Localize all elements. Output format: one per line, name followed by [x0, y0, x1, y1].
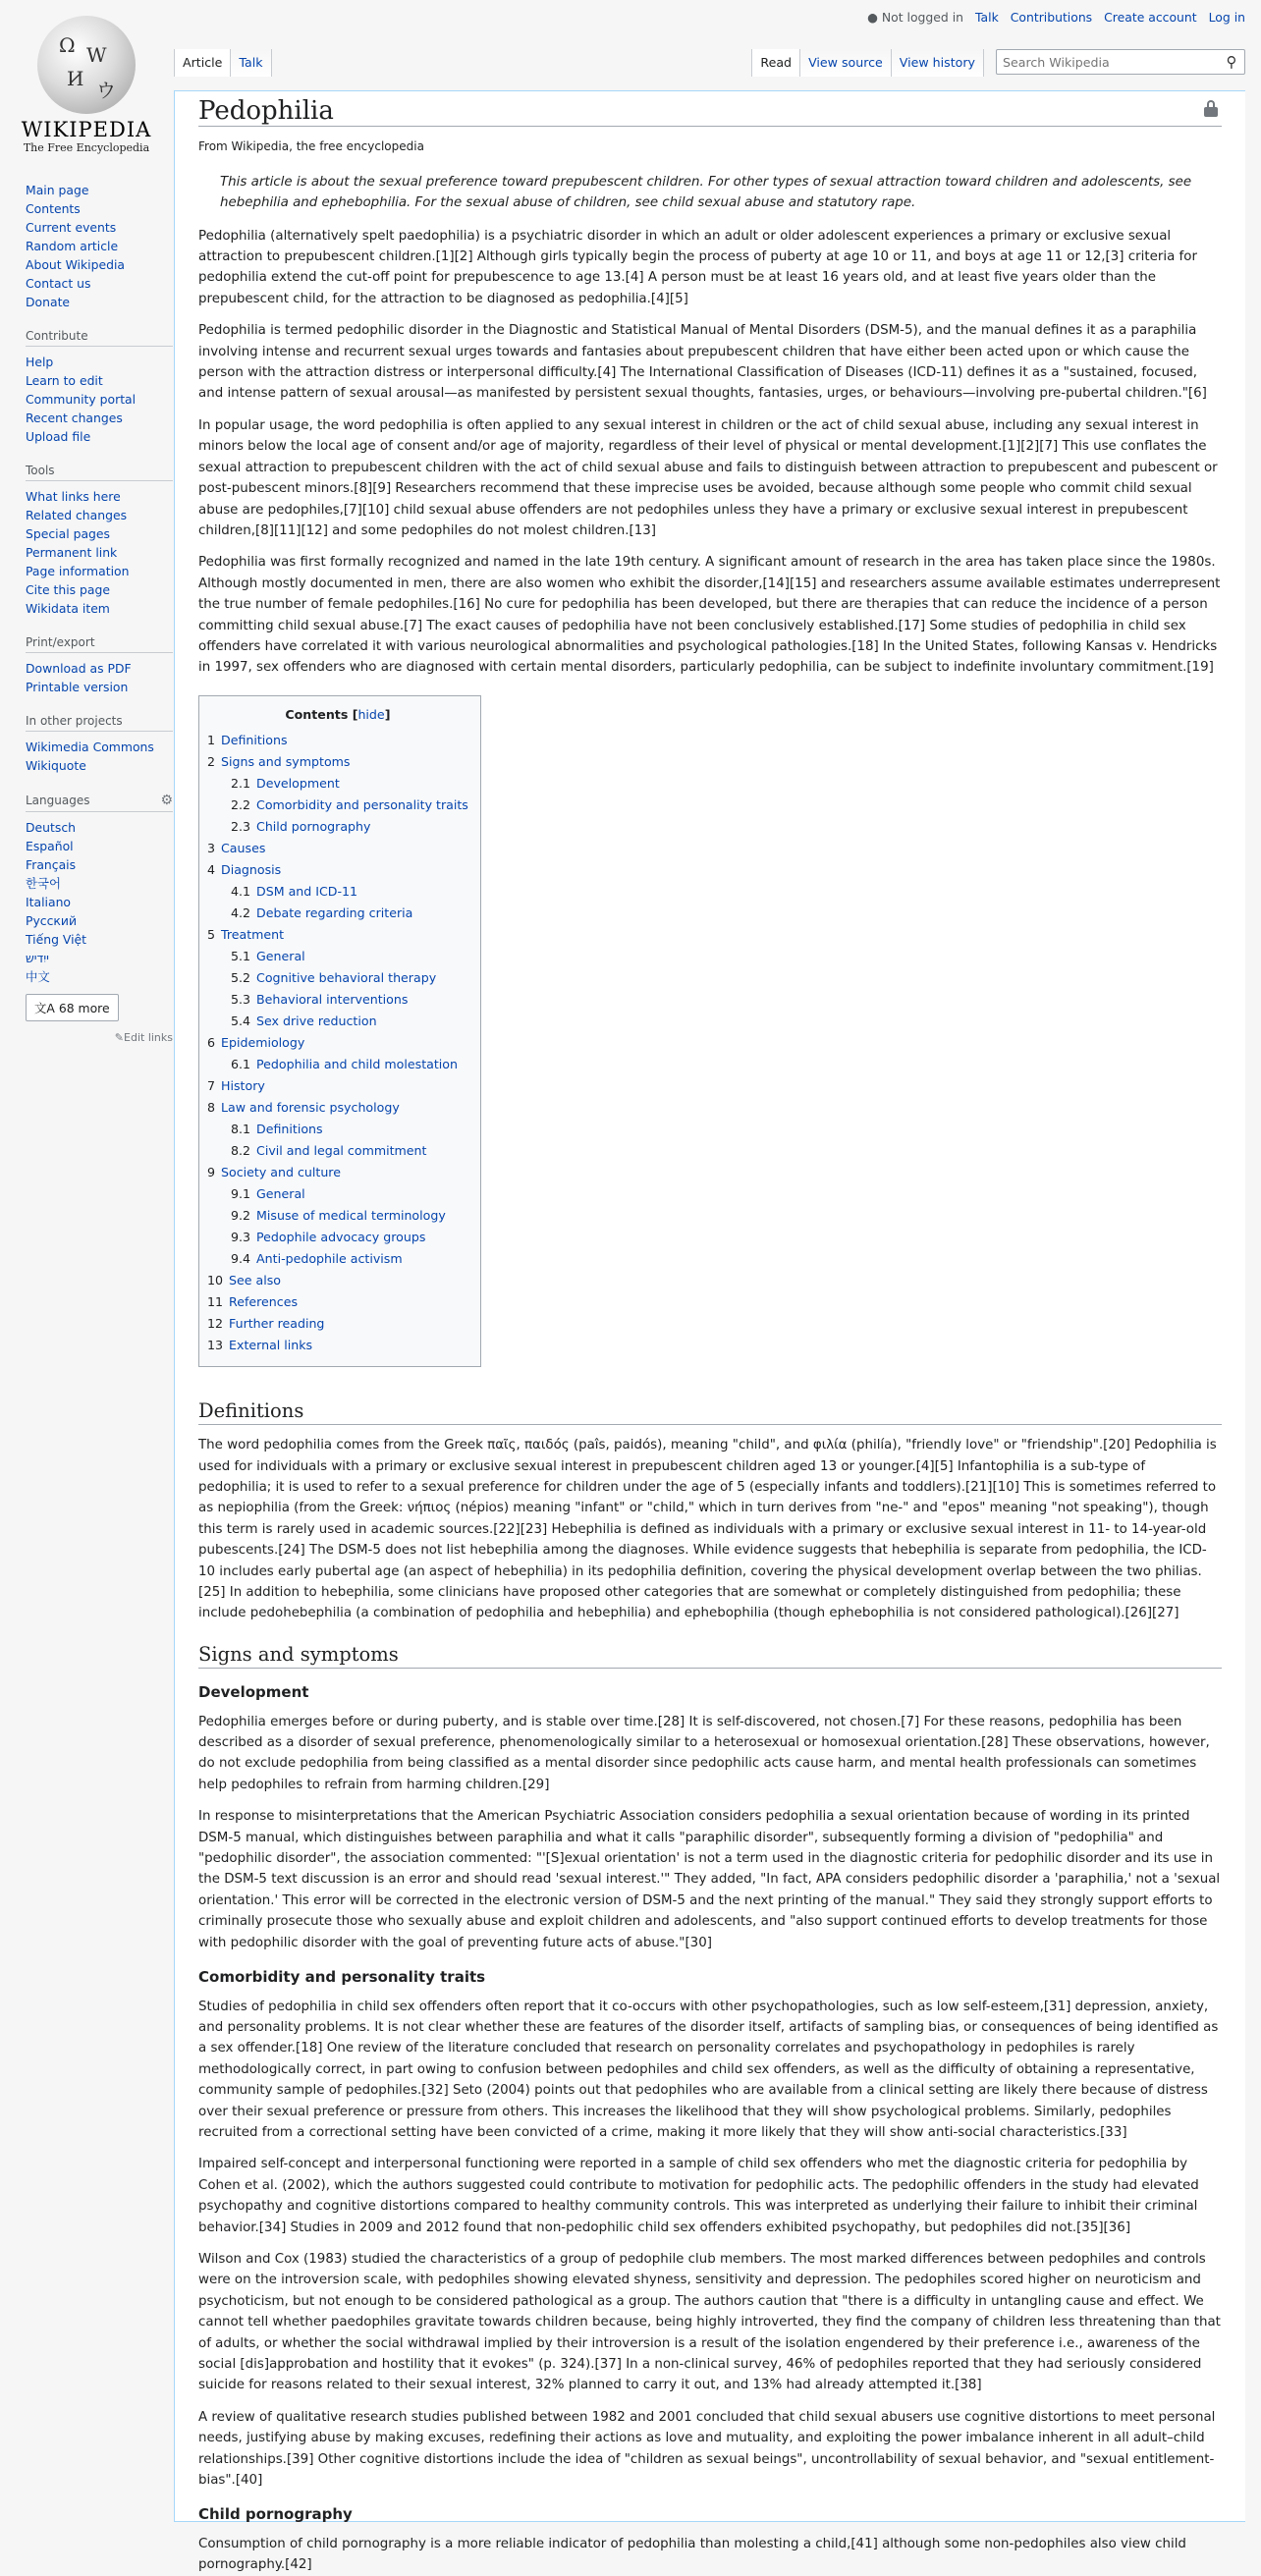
sidebar-languages — [26, 793, 173, 1044]
table-of-contents — [198, 695, 481, 1367]
sidebar-heading-print: Print/export — [26, 635, 173, 653]
sidebar-lang-yi[interactable]: ייִדיש — [26, 951, 49, 965]
sidebar-lang-zh[interactable]: 中文 — [26, 969, 50, 984]
toc-item[interactable] — [207, 989, 468, 1011]
toc-item-link[interactable]: Pedophilia and child molestation — [256, 1056, 458, 1071]
section-heading-definitions: Definitions — [198, 1400, 1222, 1425]
log-in-link[interactable]: Log in — [1208, 10, 1245, 25]
toc-item-link[interactable]: Civil and legal commitment — [256, 1142, 427, 1158]
sidebar-lang-fr[interactable]: Français — [26, 857, 77, 872]
toc-item-number: 12 — [207, 1315, 224, 1331]
subsection-heading-child-pornography: Child pornography — [198, 2505, 353, 2524]
toc-item[interactable] — [207, 1227, 468, 1248]
toc-item-link[interactable]: General — [256, 1185, 305, 1201]
toc-item-number: 9.4 — [231, 1250, 251, 1266]
comorbidity-paragraph: Impaired self-concept and interpersonal functioning were reported in a sample of child sex offenders who met the diagnostic criteria for pedophilia by Cohen et al. (2002), which the authors suggested could contribute to motivation for pedophilic acts. The pedophilic offenders in the study had elevated psychopathy and cognitive distortions compared to healthy community controls. This was interpreted as underlying their failure to inhibit their criminal behavior.[34] Studies in 2009 and 2012 found that non-pedophilic child sex offenders exhibited psychopathy, but pedophiles did not.[35][36] — [198, 2157, 1199, 2235]
toc-item-number: 4.2 — [231, 904, 251, 920]
gear-icon[interactable]: ⚙ — [160, 793, 173, 808]
toc-item[interactable] — [207, 1183, 468, 1205]
sidebar-navigation — [26, 181, 173, 311]
sidebar-item-recent-changes[interactable]: Recent changes — [26, 411, 123, 425]
sidebar-item-upload-file[interactable]: Upload file — [26, 429, 91, 444]
site-tagline: From Wikipedia, the free encyclopedia — [198, 139, 424, 154]
section-heading-signs: Signs and symptoms — [198, 1644, 1222, 1669]
sidebar-contribute — [26, 329, 173, 446]
sidebar-tools — [26, 464, 173, 618]
toc-item-number: 2.1 — [231, 775, 251, 791]
more-languages-button[interactable]: 文A 68 more — [26, 994, 119, 1021]
toc-item-link[interactable]: Pedophile advocacy groups — [256, 1229, 426, 1244]
child-pornography-paragraph: Consumption of child pornography is a more reliable indicator of pedophilia than molesting a child,[41] although some non-pedophiles also view child pornography.[42] — [198, 2536, 1186, 2573]
sidebar-item-cite-this-page[interactable]: Cite this page — [26, 582, 111, 597]
toc-item-number: 4.1 — [231, 883, 251, 899]
sidebar-heading-tools: Tools — [26, 464, 173, 481]
toc-item-number: 13 — [207, 1337, 224, 1352]
toc-item-number: 2.2 — [231, 796, 251, 812]
toc-list — [207, 730, 468, 1356]
toc-item[interactable] — [207, 1270, 468, 1291]
tab-talk[interactable]: Talk — [231, 49, 271, 77]
toc-item[interactable] — [207, 1162, 468, 1183]
toc-item-link[interactable]: Epidemiology — [221, 1034, 305, 1050]
toc-item[interactable] — [207, 859, 468, 881]
development-paragraph: Pedophilia emerges before or during puberty, and is stable over time.[28] It is self-discovered, not chosen.[7] For these reasons, pedophilia has been described as a disorder of sexual preference, phenomenologically similar to a heterosexual or homosexual orientation.[28] These observations, however, do not exclude pedophilia from being classified as a mental disorder since pedophilic acts cause harm, and mental health professionals can sometimes help pedophiles to refrain from harming children.[29] — [198, 1714, 1210, 1792]
toc-item-link[interactable]: Behavioral interventions — [256, 991, 409, 1007]
subsection-heading-comorbidity: Comorbidity and personality traits — [198, 1968, 486, 1987]
sidebar-lang-de[interactable]: Deutsch — [26, 820, 76, 835]
toc-item[interactable] — [207, 838, 468, 859]
tab-article[interactable]: Article — [174, 49, 231, 77]
sidebar-item-wikiquote[interactable]: Wikiquote — [26, 758, 86, 773]
toc-title: Contents [hide] — [285, 706, 391, 722]
comorbidity-paragraph: Studies of pedophilia in child sex offenders often report that it co-occurs with other psychopathologies, such as low self-esteem,[31] depression, anxiety, and personality problems. It is not clear whether these are features of the disorder itself, artifacts of sampling bias, or consequences of being identified as a sex offender.[18] One review of the literature concluded that research on personality correlates and psychopathology in pedophiles is rarely methodologically correct, in part owing to confusion between pedophiles and child sex offenders, as well as the difficulty of obtaining a representative, community sample of pedophiles.[32] Seto (2004) points out that pedophiles who are available from a clinical setting are likely there because of distress over their sexual preference or pressure from others. This increases the likelihood that they will show psychological problems. Similarly, pedophiles recruited from a correctional setting have been convicted of a crime, making it more likely that they will show anti-social characteristics.[33] — [198, 1999, 1219, 2140]
toc-item[interactable] — [207, 773, 468, 795]
talk-link[interactable]: Talk — [975, 10, 999, 25]
sidebar-lang-ko[interactable]: 한국어 — [26, 876, 61, 891]
toc-item-link[interactable]: Development — [256, 775, 340, 791]
toc-item-link[interactable]: Anti-pedophile activism — [256, 1250, 403, 1266]
toc-item[interactable] — [207, 1054, 468, 1075]
hatnote: This article is about the sexual preference toward prepubescent children. For other types of sexual attraction toward children and adolescents, see hebephilia and ephebophilia. For the sexual abuse of children, see child sexual abuse and statutory rape. — [220, 174, 1192, 211]
toc-item-link[interactable]: Comorbidity and personality traits — [256, 796, 468, 812]
sidebar-heading-projects: In other projects — [26, 714, 173, 732]
toc-item[interactable] — [207, 903, 468, 924]
toc-item[interactable] — [207, 1119, 468, 1140]
intro-paragraph: Pedophilia was first formally recognized and named in the late 19th century. A significant amount of research in the area has taken place since the 1980s. Although mostly documented in men, there are also women who exhibit the disorder,[14][15] and researchers assume available estimates underrepresent the true number of female pedophiles.[16] No cure for pedophilia has been developed, but there are therapies that can reduce the incidence of a person committing child sexual abuse.[7] The exact causes of pedophilia have not been conclusively established.[17] Some studies of pedophilia in child sex offenders have correlated it with various neurological abnormalities and psychological pathologies.[18] In the United States, following Kansas v. Hendricks in 1997, sex offenders who are diagnosed with certain mental disorders, particularly pedophilia, can be subject to indefinite involuntary commitment.[19] — [198, 555, 1221, 676]
translate-icon: 文A — [34, 1001, 55, 1015]
wordmark: WIKIPEDIA — [21, 118, 152, 141]
comorbidity-paragraph: A review of qualitative research studies published between 1982 and 2001 concluded that child sexual abusers use cognitive distortions to meet personal needs, justifying abuse by making excuses, redefining their actions as love and mutuality, and exploiting the power imbalance inherent in all adult–child relationships.[39] Other cognitive distortions include the idea of "children as sexual beings", uncontrollability of sexual behavior, and "sexual entitlement-bias".[40] — [198, 2409, 1216, 2489]
search-box — [996, 49, 1245, 75]
toc-item[interactable] — [207, 1011, 468, 1032]
edit-links[interactable]: ✎Edit links — [114, 1031, 173, 1044]
toc-item-number: 3 — [207, 840, 216, 855]
sidebar-item-special-pages[interactable]: Special pages — [26, 526, 110, 541]
sidebar-heading-languages: Languages ⚙ — [26, 793, 173, 812]
personal-tools — [867, 10, 1245, 25]
toc-item[interactable] — [207, 1313, 468, 1335]
toc-item[interactable] — [207, 1140, 468, 1162]
sidebar-item-contact[interactable]: Contact us — [26, 276, 91, 291]
sidebar-item-contents[interactable]: Contents — [26, 201, 81, 216]
sidebar-item-printable-version[interactable]: Printable version — [26, 680, 129, 694]
toc-item-link[interactable]: Causes — [221, 840, 266, 855]
toc-item-link[interactable]: History — [221, 1077, 265, 1093]
article-content — [174, 90, 1245, 2573]
sidebar-heading-contribute: Contribute — [26, 329, 173, 347]
sidebar-lang-ru[interactable]: Русский — [26, 913, 78, 928]
contributions-link[interactable]: Contributions — [1010, 10, 1093, 25]
sidebar-item-wikidata-item[interactable]: Wikidata item — [26, 601, 110, 616]
toc-item-link[interactable]: External links — [229, 1337, 313, 1352]
toc-item-number: 5.4 — [231, 1013, 251, 1028]
toc-item-number: 5.1 — [231, 948, 251, 963]
toc-item[interactable] — [207, 1097, 468, 1119]
definitions-paragraph: The word pedophilia comes from the Greek παῖς, παιδός (paîs, paidós), meaning "child", and φιλία (philía), "friendly love" or "friendship".[20] Pedophilia is used for individuals with a primary or exclusive sexual interest in prepubescent children aged 13 or younger.[4][5] Infantophilia is a sub-type of pedophilia; it is used to refer to a sexual preference for children under the age of 5 (especially infants and toddlers).[21][10] This is sometimes referred to as nepiophilia (from the Greek: νήπιος (népios) meaning "infant" or "child," which in turn derives from "ne-" and "epos" meaning "not speaking"), though this term is rarely used in academic sources.[22][23] Hebephilia is defined as individuals with a primary or exclusive sexual interest in 11- to 14-year-old pubescents.[24] The DSM-5 does not list hebephilia among the diagnoses. While evidence suggests that hebephilia is separate from pedophilia, the ICD-10 includes early pubertal age (an aspect of hebephilia) in its pedophilia definition, covering the physical development overlap between the two philias.[25] In addition to hebephilia, some clinicians have proposed other categories that are somewhat or completely distinguished from pedophilia; these include pedohebephilia (a combination of pedophilia and hebephilia) and ephebophilia (though ephebophilia is not considered pathological).[26][27] — [198, 1438, 1217, 1621]
toc-item-link[interactable]: References — [229, 1293, 299, 1309]
toc-item[interactable] — [207, 881, 468, 903]
wikipedia-logo[interactable] — [0, 0, 173, 157]
toc-item[interactable] — [207, 1248, 468, 1270]
toc-item-link[interactable]: Signs and symptoms — [221, 753, 351, 769]
toc-item[interactable] — [207, 1032, 468, 1054]
toc-item-link[interactable]: DSM and ICD-11 — [256, 883, 358, 899]
toc-item-number: 2.3 — [231, 818, 251, 834]
toc-item-number: 8.2 — [231, 1142, 251, 1158]
toc-item-number: 9.1 — [231, 1185, 251, 1201]
toc-item-number: 1 — [207, 732, 216, 747]
comorbidity-paragraph: Wilson and Cox (1983) studied the characteristics of a group of pedophile club members. The most marked differences between pedophiles and controls were on the introversion scale, with pedophiles showing elevated shyness, sensitivity and depression. The pedophiles scored higher on neuroticism and psychoticism, but not enough to be considered pathological as a group. The authors caution that "there is a difficulty in untangling cause and effect. We cannot tell whether paedophiles gravitate towards children because, being highly introverted, they find the company of children less threatening than that of adults, or whether the social withdrawal implied by their introversion is a result of the isolation engendered by their preference i.e., awareness of the social [dis]approbation and hostility that it evokes" (p. 324).[37] In a non-clinical survey, 46% of pedophiles reported that they had seriously considered suicide for reasons related to their sexual interest, 32% planned to carry it out, and 13% had already attempted it.[38] — [198, 2251, 1221, 2393]
toc-item-number: 4 — [207, 861, 216, 877]
toc-item[interactable] — [207, 816, 468, 838]
sidebar-lang-vi[interactable]: Tiếng Việt — [26, 932, 87, 947]
sidebar-item-about[interactable]: About Wikipedia — [26, 257, 126, 272]
toc-item[interactable] — [207, 751, 468, 773]
toc-item[interactable] — [207, 946, 468, 967]
toc-item-link[interactable]: Further reading — [229, 1315, 325, 1331]
intro-paragraph: Pedophilia is termed pedophilic disorder in the Diagnostic and Statistical Manual of Mental Disorders (DSM-5), and the manual defines it as a paraphilia involving intense and recurrent sexual urges towards and fantasies about prepubescent children that have either been acted upon or which cause the person with the attraction distress or interpersonal difficulty.[4] The International Classification of Diseases (ICD-11) defines it as a "sustained, focused, and intense pattern of sexual arousal—as manifested by persistent sexual thoughts, fantasies, urges, or behaviours—involving pre-pubertal children."[6] — [198, 323, 1207, 402]
sidebar-item-what-links-here[interactable]: What links here — [26, 489, 121, 504]
toc-item[interactable] — [207, 924, 468, 946]
namespace-tabs — [174, 49, 272, 77]
toc-item-number: 5 — [207, 926, 216, 942]
toc-item[interactable] — [207, 1335, 468, 1356]
toc-item-number: 6 — [207, 1034, 216, 1050]
page-title: Pedophilia — [198, 101, 1222, 127]
toc-item-link[interactable]: Treatment — [221, 926, 285, 942]
sidebar-item-donate[interactable]: Donate — [26, 295, 71, 309]
toc-item-link[interactable]: Sex drive reduction — [256, 1013, 377, 1028]
intro-paragraph: In popular usage, the word pedophilia is often applied to any sexual interest in children or the act of child sexual abuse, including any sexual interest in minors below the local age of consent and/or age of majority, regardless of their level of physical or mental development.[1][2][7] This use conflates the sexual attraction to prepubescent children with the act of child sexual abuse and fails to distinguish between attraction to prepubescent and pubescent or post-pubescent minors.[8][9] Researchers recommend that these imprecise uses be avoided, because although some people who commit child sexual abuse are pedophiles,[7][10] child sexual abuse offenders are not pedophiles unless they have a primary or exclusive sexual interest in prepubescent children,[8][11][12] and some pedophiles do not molest children.[13] — [198, 417, 1218, 538]
sidebar — [26, 181, 173, 1062]
toc-item[interactable] — [207, 795, 468, 816]
sidebar-item-learn-to-edit[interactable]: Learn to edit — [26, 373, 103, 388]
logo-tagline: The Free Encyclopedia — [23, 141, 150, 154]
sidebar-item-help[interactable]: Help — [26, 355, 54, 369]
tab-read[interactable]: Read — [751, 49, 800, 77]
tab-view-source[interactable]: View source — [800, 49, 892, 77]
sidebar-item-current-events[interactable]: Current events — [26, 220, 117, 235]
toc-item-link[interactable]: Definitions — [256, 1121, 323, 1136]
sidebar-item-wikimedia-commons[interactable]: Wikimedia Commons — [26, 740, 154, 754]
toc-item-number: 5.3 — [231, 991, 251, 1007]
toc-item[interactable] — [207, 1291, 468, 1313]
subsection-heading-development: Development — [198, 1683, 309, 1702]
search-icon[interactable]: ⚲ — [1226, 53, 1237, 71]
sidebar-item-related-changes[interactable]: Related changes — [26, 508, 128, 522]
toc-item-number: 8 — [207, 1099, 216, 1115]
sidebar-other-projects — [26, 714, 173, 775]
toc-item-number: 8.1 — [231, 1121, 251, 1136]
toc-item[interactable] — [207, 1205, 468, 1227]
toc-item-link[interactable]: Definitions — [221, 732, 288, 747]
toc-item-number: 9.3 — [231, 1229, 251, 1244]
toc-item-number: 9.2 — [231, 1207, 251, 1223]
user-icon: ● — [867, 10, 878, 25]
create-account-link[interactable]: Create account — [1104, 10, 1197, 25]
toc-item-link[interactable]: See also — [229, 1272, 282, 1288]
tab-view-history[interactable]: View history — [892, 49, 984, 77]
toc-item-number: 7 — [207, 1077, 216, 1093]
toc-item-link[interactable]: Misuse of medical terminology — [256, 1207, 446, 1223]
globe-icon: Ω W И ウ — [37, 16, 136, 114]
toc-item-number: 11 — [207, 1293, 224, 1309]
pencil-icon: ✎ — [114, 1031, 125, 1044]
toc-item-link[interactable]: Law and forensic psychology — [221, 1099, 400, 1115]
view-tabs — [751, 49, 1245, 77]
toc-item-number: 9 — [207, 1164, 216, 1179]
lock-icon[interactable] — [1204, 107, 1218, 117]
sidebar-item-download-pdf[interactable]: Download as PDF — [26, 661, 132, 676]
toc-item-link[interactable]: Debate regarding criteria — [256, 904, 413, 920]
sidebar-lang-es[interactable]: Español — [26, 839, 74, 853]
sidebar-item-main-page[interactable]: Main page — [26, 183, 89, 197]
toc-item-number: 10 — [207, 1272, 224, 1288]
toc-item-link[interactable]: Diagnosis — [221, 861, 282, 877]
sidebar-item-random-article[interactable]: Random article — [26, 239, 119, 253]
toc-item-link[interactable]: Cognitive behavioral therapy — [256, 969, 437, 985]
toc-item-link[interactable]: Society and culture — [221, 1164, 341, 1179]
sidebar-item-page-information[interactable]: Page information — [26, 564, 130, 578]
toc-hide-link[interactable]: hide — [357, 706, 385, 722]
not-logged-in: ● Not logged in — [867, 10, 964, 25]
search-input[interactable] — [997, 55, 1219, 70]
toc-item-link[interactable]: Child pornography — [256, 818, 371, 834]
sidebar-lang-it[interactable]: Italiano — [26, 895, 72, 909]
development-paragraph: In response to misinterpretations that the American Psychiatric Association considers pedophilia a sexual orientation because of wording in its printed DSM-5 manual, which distinguishes between paraphilia and what it calls "paraphilic disorder", subsequently forming a division of "pedophilia" and "pedophilic disorder", the association commented: "'[S]exual orientation' is not a term used in the diagnostic criteria for pedophilic disorder and its use in the DSM-5 text discussion is an error and should read 'sexual interest.'" They added, "In fact, APA considers pedophilic disorder a 'paraphilia,' not a 'sexual orientation.' This error will be corrected in the electronic version of DSM-5 and the next printing of the manual." They said they strongly support efforts to criminally prosecute those who sexually abuse and exploit children and adolescents, and "also support continued efforts to develop treatments for those with pedophilic disorder with the goal of preventing future acts of abuse."[30] — [198, 1809, 1221, 1950]
toc-item[interactable] — [207, 1075, 468, 1097]
toc-item-number: 2 — [207, 753, 216, 769]
intro-paragraph: Pedophilia (alternatively spelt paedophilia) is a psychiatric disorder in which an adult or older adolescent experiences a primary or exclusive sexual attraction to prepubescent children.[1][2] Although girls typically begin the process of puberty at age 10 or 11, and boys at age 11 or 12,[3] criteria for pedophilia extend the cut-off point for prepubescence to age 13.[4] A person must be at least 16 years old, and at least five years older than the prepubescent child, for the attraction to be diagnosed as pedophilia.[4][5] — [198, 228, 1197, 306]
toc-item[interactable] — [207, 967, 468, 989]
sidebar-print-export — [26, 635, 173, 696]
toc-item[interactable] — [207, 730, 468, 751]
toc-item-link[interactable]: General — [256, 948, 305, 963]
sidebar-item-community-portal[interactable]: Community portal — [26, 392, 137, 407]
sidebar-item-permanent-link[interactable]: Permanent link — [26, 545, 118, 560]
toc-item-number: 5.2 — [231, 969, 251, 985]
toc-item-number: 6.1 — [231, 1056, 251, 1071]
